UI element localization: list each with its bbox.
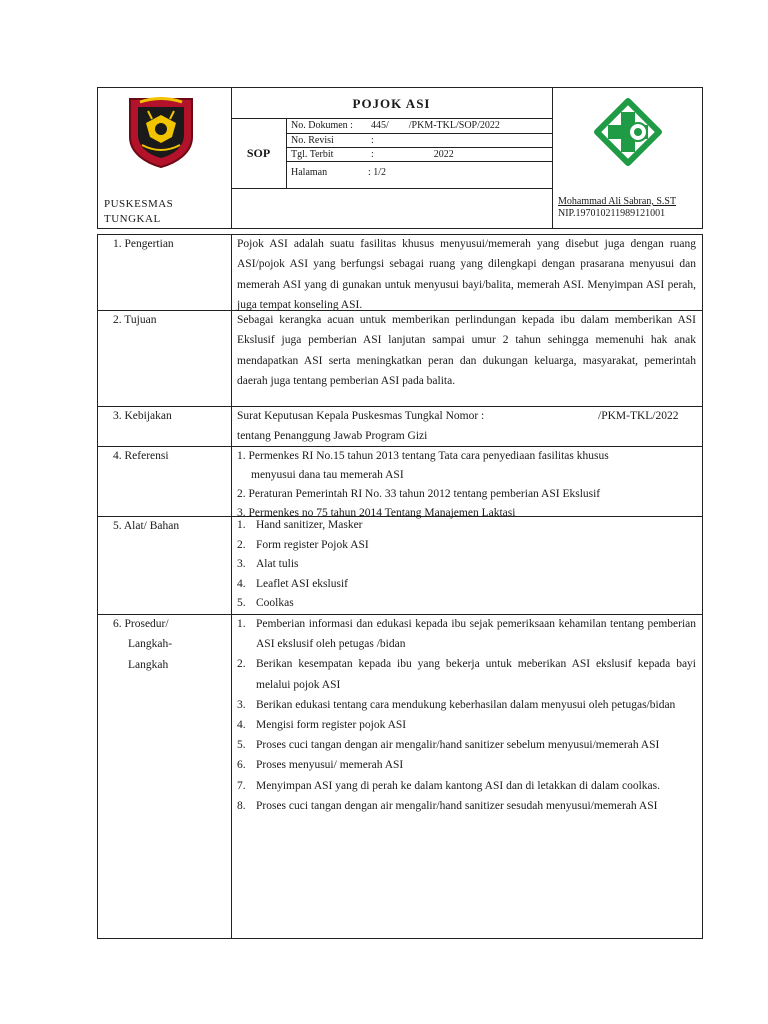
puskesmas-tungkal-emblem <box>126 93 196 169</box>
referensi-item: 2. Peraturan Pemerintah RI No. 33 tahun 2012 tentang pemberian ASI Ekslusif <box>237 488 601 500</box>
doc-number-label: No. Dokumen : <box>291 120 353 131</box>
list-item-text: Mengisi form register pojok ASI <box>256 719 407 732</box>
list-item <box>237 755 696 775</box>
puskesmas-cross-logo <box>594 98 662 166</box>
doc-number-value: 445/ /PKM-TKL/SOP/2022 <box>371 120 500 131</box>
page-label: Halaman <box>291 167 328 178</box>
list-item <box>237 536 696 556</box>
list-item-number: 8. <box>237 799 246 812</box>
kebijakan-line2: tentang Penanggung Jawab Program Gizi <box>237 430 428 442</box>
list-item-number: 7. <box>237 779 246 792</box>
section-label-referensi: 4. Referensi <box>113 450 169 462</box>
list-item <box>237 735 696 755</box>
list-item-text: Proses cuci tangan dengan air mengalir/hand sanitizer sebelum menyusui/memerah ASI <box>256 739 660 752</box>
list-item <box>237 654 696 694</box>
list-item <box>237 575 696 595</box>
list-item-number: 6. <box>237 759 246 772</box>
list-item <box>237 594 696 614</box>
list-item-text: Coolkas <box>256 597 294 610</box>
section-label-alat-bahan: 5. Alat/ Bahan <box>113 520 180 532</box>
list-item-number: 1. <box>237 618 246 630</box>
list-item-text: Menyimpan ASI yang di perah ke dalam kantong ASI dan di letakkan di dalam coolkas. <box>256 779 661 792</box>
signatory-nip: NIP.197010211989121001 <box>558 208 666 219</box>
list-item <box>237 695 696 715</box>
revision-value: : <box>371 135 374 146</box>
list-item-number: 3. <box>237 558 246 571</box>
section-label-pengertian: 1. Pengertian <box>113 238 174 250</box>
section-label-prosedur-3: Langkah <box>128 659 169 671</box>
list-item-text: Form register Pojok ASI <box>256 538 369 551</box>
list-item-number: 4. <box>237 577 246 590</box>
section-label-tujuan: 2. Tujuan <box>113 314 157 326</box>
list-item-number: 5. <box>237 739 246 752</box>
list-item <box>237 796 696 816</box>
list-item-text: Alat tulis <box>256 558 299 571</box>
referensi-item: 1. Permenkes RI No.15 tahun 2013 tentang Tata cara penyediaan fasilitas khusus <box>237 450 609 462</box>
list-item <box>237 614 696 654</box>
list-item-text: Proses cuci tangan dengan air mengalir/hand sanitizer sesudah menyusui/memerah ASI <box>256 799 658 812</box>
org-name-line1: PUSKESMAS <box>104 198 174 210</box>
list-item-number: 2. <box>237 658 246 671</box>
sop-label: SOP <box>246 146 271 160</box>
list-item-text: Berikan kesempatan kepada ibu yang bekerja untuk meberikan ASI ekslusif kepada bayi melalui pojok ASI <box>256 658 696 691</box>
list-item-number: 3. <box>237 698 246 711</box>
issue-date-value: : 2022 <box>371 149 454 160</box>
list-item <box>237 555 696 575</box>
page-value: : 1/2 <box>368 167 387 178</box>
list-item-text: Pemberian informasi dan edukasi kepada ibu sejak pemeriksaan kehamilan tentang pemberian ASI ekslusif oleh petugas /bidan <box>256 618 696 651</box>
list-item-number: 4. <box>237 719 246 732</box>
list-item-text: Leaflet ASI ekslusif <box>256 577 348 590</box>
org-name-line2: TUNGKAL <box>104 213 161 225</box>
list-item <box>237 516 696 536</box>
section-text-pengertian: Pojok ASI adalah suatu fasilitas khusus menyusui/memerah yang disebut juga dengan ruang ASI/pojok ASI yang berfungsi sebagai ruang yang dilengkapi dengan prasarana menyusui dan memerah ASI yang di gunakan untuk menyusui bayi/balita, memerah ASI. Menyimpan ASI perah, juga tempat konseling ASI. <box>237 238 696 312</box>
list-item-text: Hand sanitizer, Masker <box>256 519 363 531</box>
referensi-item: menyusui dana tau memerah ASI <box>251 469 404 481</box>
kebijakan-line1-number: /PKM-TKL/2022 <box>598 410 679 422</box>
signatory-name: Mohammad Ali Sabran, S.ST <box>558 196 677 207</box>
list-item <box>237 776 696 796</box>
list-item-number: 2. <box>237 538 246 551</box>
list-item-number: 5. <box>237 597 246 610</box>
section-label-kebijakan: 3. Kebijakan <box>113 410 172 422</box>
list-item-text: Berikan edukasi tentang cara mendukung keberhasilan dalam menyusui oleh petugas/bidan <box>256 698 676 711</box>
issue-date-label: Tgl. Terbit <box>291 149 334 160</box>
list-item <box>237 715 696 735</box>
section-label-prosedur: 6. Prosedur/ <box>113 618 169 630</box>
list-item-number: 1. <box>237 519 246 531</box>
section-text-tujuan: Sebagai kerangka acuan untuk memberikan perlindungan kepada ibu dalam memberikan ASI Ekslusif juga pemberian ASI lanjutan sampai umur 2 tahun sehingga memenuhi hak anak mendapatkan ASI serta meningkatkan peran dan dukungan keluarga, masyarakat, pemerintah daerah juga tentang pemberian ASI pada balita. <box>237 314 696 388</box>
list-item-text: Proses menyusui/ memerah ASI <box>256 759 404 772</box>
kebijakan-line1: Surat Keputusan Kepala Puskesmas Tungkal Nomor : <box>237 410 485 422</box>
referensi-item: 3. Permenkes no 75 tahun 2014 Tentang Manajemen Laktasi <box>237 507 516 519</box>
page-title: POJOK ASI <box>352 96 431 111</box>
revision-label: No. Revisi <box>291 135 334 146</box>
alat-bahan-list <box>237 516 696 614</box>
section-label-prosedur-2: Langkah- <box>128 638 173 650</box>
prosedur-list <box>237 614 696 816</box>
